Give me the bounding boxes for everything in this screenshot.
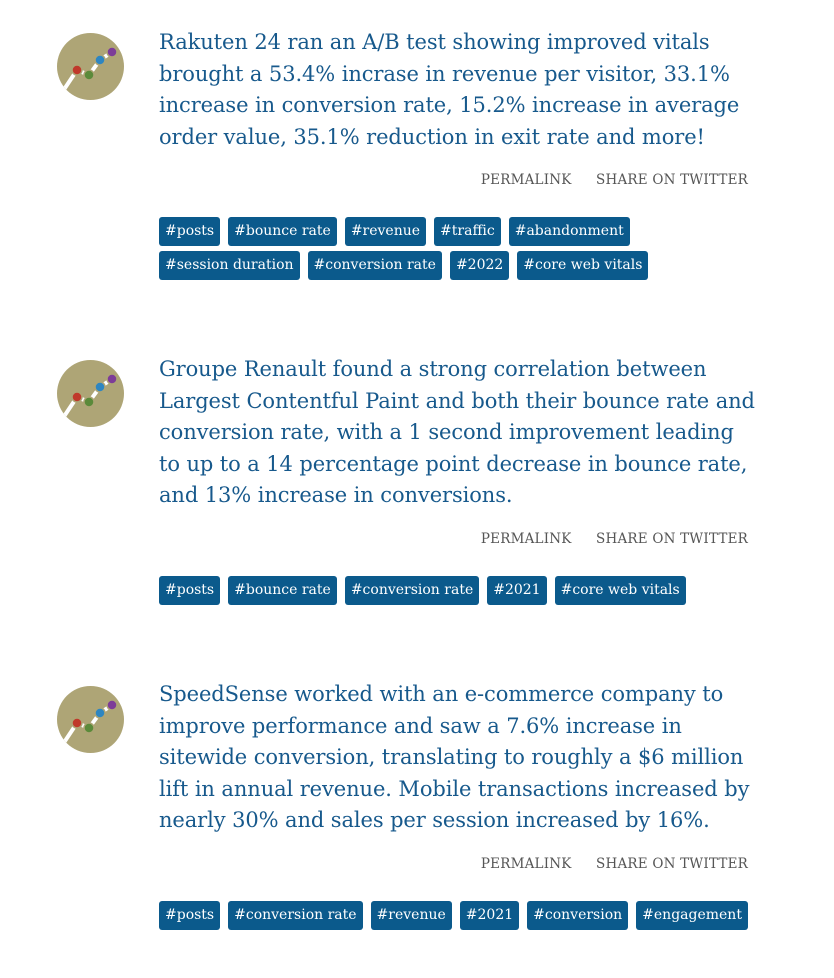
share-on-twitter-link[interactable]: SHARE ON TWITTER [596,172,748,188]
tag-posts[interactable]: #posts [159,576,220,605]
tag-session-duration[interactable]: #session duration [159,251,300,280]
tag-conversion[interactable]: #conversion [527,901,628,930]
share-on-twitter-link[interactable]: SHARE ON TWITTER [596,531,748,547]
post-links [461,172,748,188]
tag-posts[interactable]: #posts [159,217,220,246]
post-links [461,531,748,547]
tag-2021[interactable]: #2021 [460,901,519,930]
tag-list [159,217,759,280]
tag-bounce-rate[interactable]: #bounce rate [228,217,337,246]
share-on-twitter-link[interactable]: SHARE ON TWITTER [596,856,748,872]
trend-line-avatar-icon[interactable] [57,686,124,753]
tag-conversion-rate[interactable]: #conversion rate [345,576,479,605]
permalink-link[interactable]: PERMALINK [480,172,572,188]
permalink-link[interactable]: PERMALINK [480,856,572,872]
tag-abandonment[interactable]: #abandonment [509,217,630,246]
tag-core-web-vitals[interactable]: #core web vitals [555,576,686,605]
tag-list [159,576,759,605]
trend-line-avatar-icon[interactable] [57,33,124,100]
tag-engagement[interactable]: #engagement [636,901,748,930]
tag-2021[interactable]: #2021 [487,576,546,605]
tag-conversion-rate[interactable]: #conversion rate [308,251,442,280]
tag-bounce-rate[interactable]: #bounce rate [228,576,337,605]
permalink-link[interactable]: PERMALINK [480,531,572,547]
tag-2022[interactable]: #2022 [450,251,509,280]
tag-list [159,901,759,930]
tag-revenue[interactable]: #revenue [345,217,426,246]
tag-revenue[interactable]: #revenue [371,901,452,930]
tag-posts[interactable]: #posts [159,901,220,930]
post-text: Rakuten 24 ran an A/B test showing improved vitals brought a 53.4% incrase in revenue per visitor, 33.1% increase in conversion rate, 15.2% increase in average order value, 35.1% reduction in exit rate and more! [159,30,740,149]
post-text: SpeedSense worked with an e-commerce company to improve performance and saw a 7.6% increase in sitewide conversion, translating to roughly a $6 million lift in annual revenue. Mobile transactions increased by nearly 30% and sales per session increased by 16%. [159,682,750,832]
tag-core-web-vitals[interactable]: #core web vitals [517,251,648,280]
post-text: Groupe Renault found a strong correlation between Largest Contentful Paint and both their bounce rate and conversion rate, with a 1 second improvement leading to up to a 14 percentage point decrease in bounce rate, and 13% increase in conversions. [159,357,755,507]
tag-conversion-rate[interactable]: #conversion rate [228,901,362,930]
post-links [461,856,748,872]
tag-traffic[interactable]: #traffic [434,217,501,246]
trend-line-avatar-icon[interactable] [57,360,124,427]
